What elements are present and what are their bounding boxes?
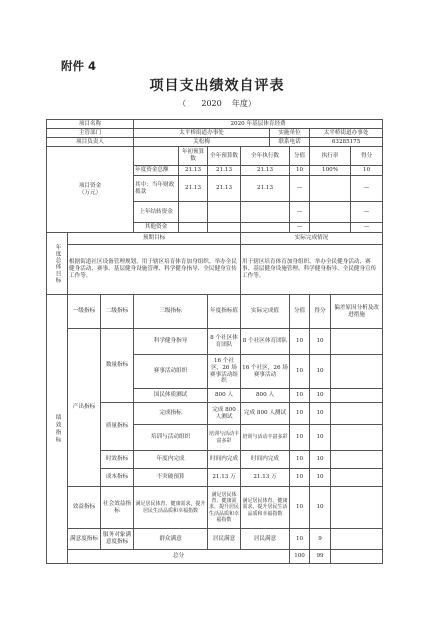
perf-row-target: 时间内完成 <box>208 451 241 469</box>
perf-row-name: 年度内完成 <box>134 451 208 469</box>
perf-row-got: 10 <box>310 451 331 469</box>
funds-row-initial <box>179 223 208 233</box>
perf-h4: 年度指标值 <box>208 295 241 329</box>
project-name-value: 2020 年基层体育经费 <box>134 120 383 129</box>
goal-actual-header: 实际完成情况 <box>241 233 383 245</box>
funds-col-rate: 执行率 <box>310 147 351 166</box>
funds-row-initial: 21.13 <box>179 166 208 176</box>
impl-value: 太平桥街道办事处 <box>310 129 383 138</box>
perf-row-actual: 16 个社区，26 场赛事活动 <box>241 355 290 389</box>
funds-col-initial: 年初预算数 <box>179 147 208 166</box>
perf-h3: 三级指标 <box>134 295 208 329</box>
quality-label: 质量指标 <box>101 403 134 451</box>
perf-row-target: 满足居民体育、健康需求，提升居民生活品质和幸福指数 <box>208 487 241 529</box>
perf-row-target: 800 人 <box>208 389 241 403</box>
perf-row-name: 群众满意 <box>134 529 208 550</box>
perf-h6: 分值 <box>290 295 310 329</box>
funds-row-name: 上年结转资金 <box>134 202 179 223</box>
perf-row-note <box>331 389 383 403</box>
perf-row-actual: 培训与活动丰富多彩 <box>241 425 290 451</box>
goal-expected-header: 预期目标 <box>68 233 241 245</box>
leader-label: 项目负责人 <box>47 138 134 147</box>
funds-row-score: 10 <box>290 166 310 176</box>
perf-row-name: 不突破预算 <box>134 469 208 487</box>
perf-row-actual: 800 人 <box>241 389 290 403</box>
funds-row-exec <box>241 202 290 223</box>
perf-row-name: 赛事活动组织 <box>134 355 208 389</box>
funds-row-initial: 21.13 <box>179 176 208 202</box>
perf-row-note <box>331 487 383 529</box>
perf-row-actual: 居民满意 <box>241 529 290 550</box>
perf-row-target: 培训与活动丰富多彩 <box>208 425 241 451</box>
page-title: 项目支出绩效自评表 <box>149 78 285 94</box>
cost-label: 成本指标 <box>101 469 134 487</box>
evaluation-table <box>46 119 383 564</box>
year-value: 2020 <box>201 99 222 108</box>
funds-header-blank <box>134 147 179 166</box>
benefit-label: 效益指标 <box>68 487 101 529</box>
perf-row-name: 完成指标 <box>134 403 208 425</box>
funds-label: 项目资金 （万元） <box>47 147 134 233</box>
phone-value: 63285175 <box>310 138 383 147</box>
funds-col-full: 全年预算数 <box>208 147 241 166</box>
perf-row-note <box>331 451 383 469</box>
perf-row-got: 10 <box>310 425 331 451</box>
funds-row-rate <box>310 223 351 233</box>
leader-value: 关松梅 <box>134 138 270 147</box>
funds-row-rate: 100% <box>310 166 351 176</box>
impl-label: 实施单位 <box>270 129 310 138</box>
funds-row-got: — <box>351 176 383 202</box>
perf-row-name: 培训与活动组织 <box>134 425 208 451</box>
year-open: （ <box>178 99 187 108</box>
funds-row-got: 10 <box>351 166 383 176</box>
perf-row-score: 10 <box>290 329 310 355</box>
perf-row-name: 国民体质测试 <box>134 389 208 403</box>
project-name-label: 项目名称 <box>47 120 134 129</box>
perf-row-actual: 21.13 万 <box>241 469 290 487</box>
perf-row-score: 10 <box>290 469 310 487</box>
perf-row-score: 10 <box>290 487 310 529</box>
perf-row-target: 居民满意 <box>208 529 241 550</box>
funds-col-score: 分值 <box>290 147 310 166</box>
perf-row-got: 9 <box>310 529 331 550</box>
funds-row-rate <box>310 202 351 223</box>
funds-row-name: 其他资金 <box>134 223 179 233</box>
funds-row-exec: 21.13 <box>241 166 290 176</box>
funds-row-rate <box>310 176 351 202</box>
time-label: 时效指标 <box>101 451 134 469</box>
dept-label: 主管部门 <box>47 129 134 138</box>
perf-row-score: 10 <box>290 389 310 403</box>
funds-row-score: — <box>290 176 310 202</box>
perf-row-target: 8 个社区体育团队 <box>208 329 241 355</box>
perf-row-name: 科学健身指导 <box>134 329 208 355</box>
total-score: 100 <box>290 550 310 564</box>
funds-row-exec: 21.13 <box>241 176 290 202</box>
perf-h2: 二级指标 <box>101 295 134 329</box>
perf-row-note <box>331 469 383 487</box>
perf-row-score: 10 <box>290 425 310 451</box>
perf-row-score: 10 <box>290 529 310 550</box>
funds-row-got: — <box>351 202 383 223</box>
total-label: 总分 <box>68 550 290 564</box>
perf-row-score: 10 <box>290 451 310 469</box>
funds-row-exec <box>241 223 290 233</box>
funds-row-got: — <box>351 223 383 233</box>
satisfaction-label: 满意度指标 <box>68 529 101 550</box>
goal-label: 年度总体目标 <box>47 233 68 295</box>
social-label: 社会效益指标 <box>101 487 134 529</box>
perf-row-actual: 满足居民体育、健康需求，提升居民生活品质和幸福指数 <box>241 487 290 529</box>
funds-row-full: 21.13 <box>208 166 241 176</box>
funds-row-full <box>208 202 241 223</box>
perf-row-score: 10 <box>290 355 310 389</box>
perf-row-note <box>331 425 383 451</box>
funds-col-exec: 全年执行数 <box>241 147 290 166</box>
perf-row-score: 10 <box>290 403 310 425</box>
perf-row-note <box>331 329 383 355</box>
perf-row-got: 10 <box>310 355 331 389</box>
perf-row-note <box>331 355 383 389</box>
phone-label: 联系电话 <box>270 138 310 147</box>
perf-row-target: 完成 800 人测试 <box>208 403 241 425</box>
perf-row-actual: 完成 800 人测试 <box>241 403 290 425</box>
perf-row-note <box>331 403 383 425</box>
output-label: 产出指标 <box>68 329 101 487</box>
total-note <box>331 550 383 564</box>
perf-row-target: 21.13 万 <box>208 469 241 487</box>
funds-col-got: 得分 <box>351 147 383 166</box>
qty-label: 数量指标 <box>101 329 134 403</box>
year-close: 年度） <box>231 99 256 108</box>
funds-row-initial <box>179 202 208 223</box>
perf-row-got: 10 <box>310 403 331 425</box>
funds-row-name: 其中：当年财政拨款 <box>134 176 179 202</box>
year-line <box>0 98 434 109</box>
perf-row-actual: 8 个社区体育团队 <box>241 329 290 355</box>
perf-row-note <box>331 529 383 550</box>
perf-row-got: 10 <box>310 389 331 403</box>
funds-row-full: 21.13 <box>208 176 241 202</box>
service-label: 服务对象满意度指标 <box>101 529 134 550</box>
perf-h5: 实际完成值 <box>241 295 290 329</box>
perf-row-actual: 时间内完成 <box>241 451 290 469</box>
perf-row-target: 16 个社区，26 场赛事活动组织 <box>208 355 241 389</box>
perf-row-got: 10 <box>310 487 331 529</box>
perf-h7: 得分 <box>310 295 331 329</box>
funds-row-score: — <box>290 202 310 223</box>
perf-row-got: 10 <box>310 469 331 487</box>
dept-value: 太平桥街道办事处 <box>134 129 270 138</box>
funds-row-name: 年度资金总额 <box>134 166 179 176</box>
funds-row-full <box>208 223 241 233</box>
perf-h1: 一级指标 <box>68 295 101 329</box>
goal-expected-text: 根据街道社区设备管理规划，用于辖区培育体育加身组织、举办全民健身活动、赛事、基层健身设施管理、科学健身指导、全民健身宣传工作等。 <box>68 245 241 295</box>
total-got: 99 <box>310 550 331 564</box>
perf-row-got: 10 <box>310 329 331 355</box>
perf-label: 绩效指标 <box>47 295 68 564</box>
perf-row-name: 满足居民体育、健康需求，提升居民生活品质和幸福指数 <box>134 487 208 529</box>
perf-h8: 偏差原因分析及改进措施 <box>331 295 383 329</box>
goal-actual-text: 用于辖区培育体育加身组织、举办全民健身活动、赛事、基层健身设施管理、科学健身指导、全民健身宣传工作等。 <box>241 245 383 295</box>
funds-row-score: — <box>290 223 310 233</box>
attachment-label: 附件 4 <box>61 59 97 73</box>
